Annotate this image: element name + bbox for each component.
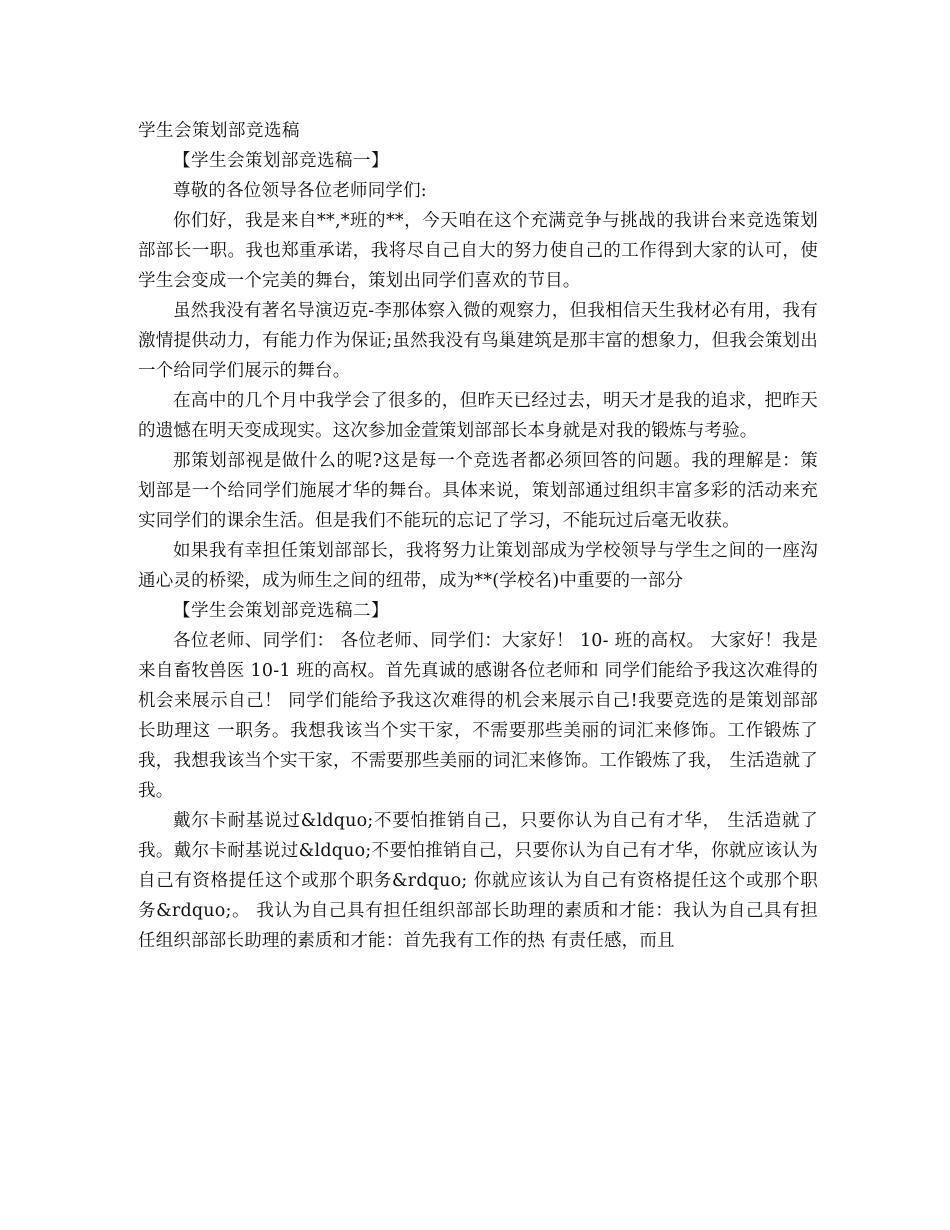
section2-paragraph: 戴尔卡耐基说过&ldquo;不要怕推销自己，只要你认为自己有才华， 生活造就了我。戴尔卡耐基说过&ldquo;不要怕推销自己，只要你认为自己有才华，你就应该认为自己有资格提任这个或那个职务&rdquo; 你就应该认为自己有资格提任这个或那个职务&rdquo;。 我认为自己具有担任组织部部长助理的素质和才能：我认为自己具有担任组织部部长助理的素质和才能：首先我有工作的热 有责任感，而且 bbox=[138, 811, 818, 951]
section1-paragraph: 如果我有幸担任策划部部长，我将努力让策划部成为学校领导与学生之间的一座沟通心灵的桥梁，成为师生之间的纽带，成为**(学校名)中重要的一部分 bbox=[138, 541, 818, 591]
document-title: 学生会策划部竞选稿 bbox=[138, 121, 300, 141]
document-page bbox=[138, 116, 818, 956]
section1-paragraph: 你们好，我是来自**,*班的**，今天咱在这个充满竞争与挑战的我讲台来竞选策划部部长一职。我也郑重承诺，我将尽自己自大的努力使自己的工作得到大家的认可，使学生会变成一个完美的舞台，策划出同学们喜欢的节目。 bbox=[138, 211, 818, 291]
section1-paragraph: 在高中的几个月中我学会了很多的，但昨天已经过去，明天才是我的追求，把昨天的遗憾在明天变成现实。这次参加金萱策划部部长本身就是对我的锻炼与考验。 bbox=[138, 391, 818, 441]
salutation: 尊敬的各位领导各位老师同学们: bbox=[173, 181, 427, 201]
section-heading-2: 【学生会策划部竞选稿二】 bbox=[173, 601, 389, 621]
section1-paragraph: 那策划部视是做什么的呢?这是每一个竞选者都必须回答的问题。我的理解是：策划部是一个给同学们施展才华的舞台。具体来说，策划部通过组织丰富多彩的活动来充实同学们的课余生活。但是我们不能玩的忘记了学习，不能玩过后毫无收获。 bbox=[138, 451, 818, 531]
section-heading-1: 【学生会策划部竞选稿一】 bbox=[173, 151, 389, 171]
section1-paragraph: 虽然我没有著名导演迈克-李那体察入微的观察力，但我相信天生我材必有用，我有激情提供动力，有能力作为保证;虽然我没有鸟巢建筑是那丰富的想象力，但我会策划出一个给同学们展示的舞台。 bbox=[138, 301, 818, 381]
section2-paragraph: 各位老师、同学们： 各位老师、同学们：大家好！ 10- 班的高权。 大家好！我是来自畜牧兽医 10-1 班的高权。首先真诚的感谢各位老师和 同学们能给予我这次难得的机会来展示自己！ 同学们能给予我这次难得的机会来展示自己!我要竞选的是策划部部长助理这 一职务。我想我该当个实干家，不需要那些美丽的词汇来修饰。工作锻炼了我，我想我该当个实干家，不需要那些美丽的词汇来修饰。工作锻炼了我， 生活造就了我。 bbox=[138, 631, 818, 801]
